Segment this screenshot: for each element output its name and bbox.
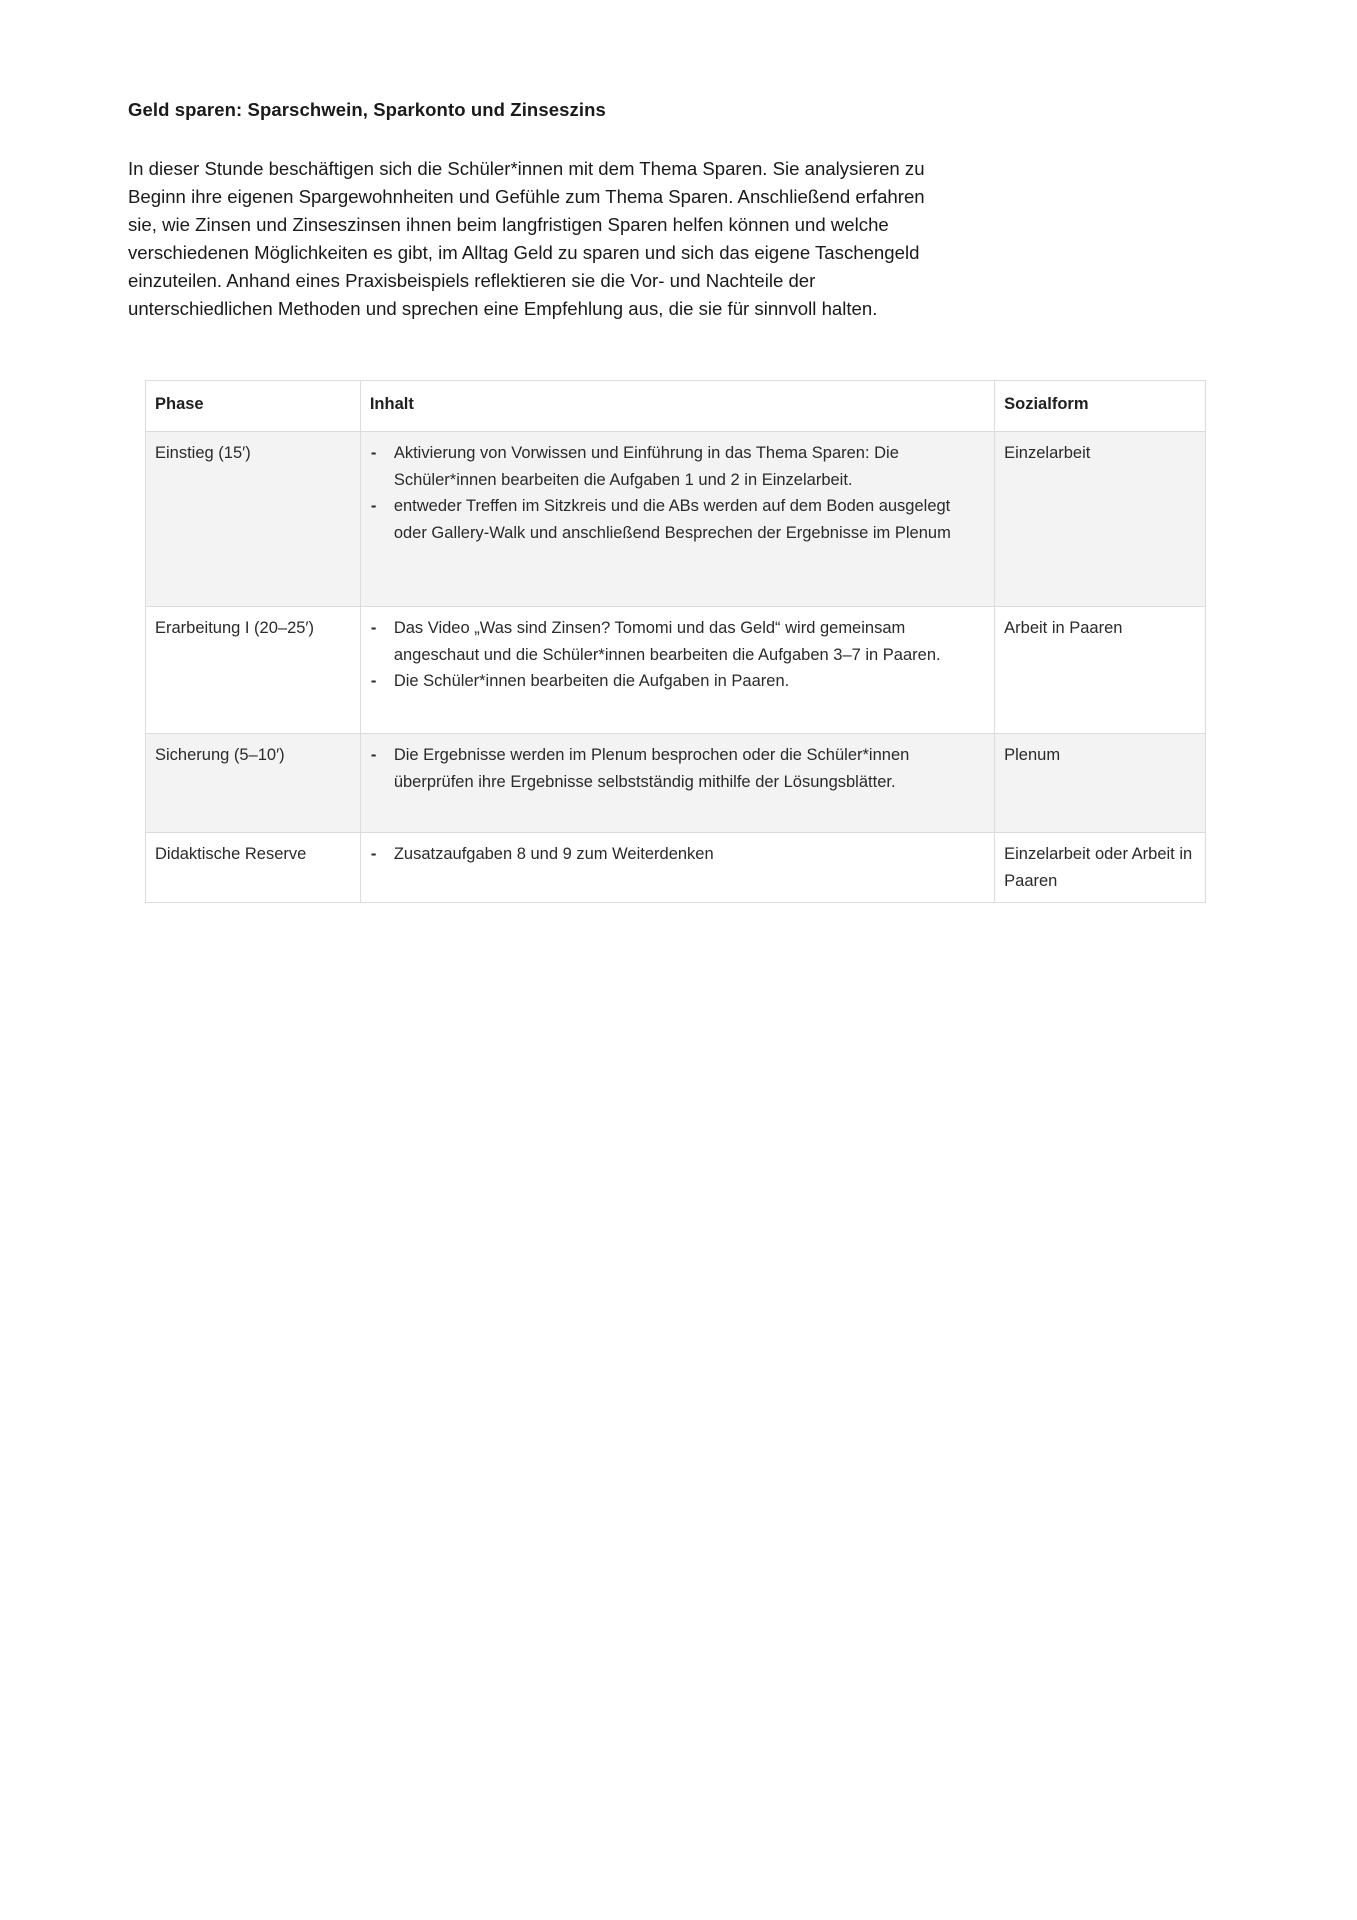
phase-cell: Didaktische Reserve — [146, 833, 361, 903]
lesson-plan-table — [145, 380, 1206, 903]
phase-cell: Einstieg (15′) — [146, 432, 361, 607]
content-list — [370, 841, 985, 868]
intro-line: einzuteilen. Anhand eines Praxisbeispiels reflektieren sie die Vor- und Nachteile der — [128, 270, 816, 291]
list-item-text: Aktivierung von Vorwissen und Einführung in das Thema Sparen: Die Schüler*innen bearbeiten die Aufgaben 1 und 2 in Einzelarbeit. — [393, 444, 899, 489]
list-item — [370, 668, 985, 695]
list-item — [370, 615, 985, 668]
list-item — [370, 440, 985, 493]
social-form-cell: Einzelarbeit — [995, 432, 1206, 607]
dash-bullet-icon: - — [370, 845, 377, 863]
phase-cell: Erarbeitung I (20–25′) — [146, 607, 361, 734]
dash-bullet-icon: - — [370, 444, 377, 462]
dash-bullet-icon: - — [370, 746, 377, 764]
list-item — [370, 742, 985, 795]
intro-line: sie, wie Zinsen und Zinseszinsen ihnen beim langfristigen Sparen helfen können und welche — [128, 214, 889, 235]
table-row — [146, 833, 1206, 903]
list-item — [370, 841, 985, 868]
table-header-row — [146, 381, 1206, 432]
intro-line: Beginn ihre eigenen Spargewohnheiten und Gefühle zum Thema Sparen. Anschließend erfahren — [128, 186, 925, 207]
header-social-form: Sozialform — [995, 381, 1206, 432]
intro-paragraph — [128, 155, 1238, 323]
intro-line: verschiedenen Möglichkeiten es gibt, im Alltag Geld zu sparen und sich das eigene Taschengeld — [128, 242, 920, 263]
content-list — [370, 440, 985, 546]
list-item — [370, 493, 985, 546]
list-item-text: Die Ergebnisse werden im Plenum besprochen oder die Schüler*innen überprüfen ihre Ergebnisse selbstständig mithilfe der Lösungsblätter. — [393, 746, 910, 791]
dash-bullet-icon: - — [370, 497, 377, 515]
intro-line: In dieser Stunde beschäftigen sich die Schüler*innen mit dem Thema Sparen. Sie analysieren zu — [128, 158, 925, 179]
content-cell — [360, 432, 994, 607]
list-item-text: entweder Treffen im Sitzkreis und die ABs werden auf dem Boden ausgelegt oder Gallery-Walk und anschließend Besprechen der Ergebnisse im Plenum — [393, 497, 951, 542]
dash-bullet-icon: - — [370, 672, 377, 690]
header-content: Inhalt — [360, 381, 994, 432]
table-row — [146, 734, 1206, 833]
document-title: Geld sparen: Sparschwein, Sparkonto und Zinseszins — [128, 99, 606, 120]
intro-line: unterschiedlichen Methoden und sprechen eine Empfehlung aus, die sie für sinnvoll halten. — [128, 298, 878, 319]
dash-bullet-icon: - — [370, 619, 377, 637]
social-form-cell: Arbeit in Paaren — [995, 607, 1206, 734]
content-list — [370, 742, 985, 795]
social-form-cell: Plenum — [995, 734, 1206, 833]
list-item-text: Die Schüler*innen bearbeiten die Aufgaben in Paaren. — [393, 672, 790, 690]
phase-cell: Sicherung (5–10′) — [146, 734, 361, 833]
table-row — [146, 432, 1206, 607]
table-row — [146, 607, 1206, 734]
list-item-text: Das Video „Was sind Zinsen? Tomomi und das Geld“ wird gemeinsam angeschaut und die Schüler*innen bearbeiten die Aufgaben 3–7 in Paaren. — [393, 619, 941, 664]
content-cell — [360, 607, 994, 734]
content-list — [370, 615, 985, 695]
social-form-cell: Einzelarbeit oder Arbeit in Paaren — [995, 833, 1206, 903]
list-item-text: Zusatzaufgaben 8 und 9 zum Weiterdenken — [393, 845, 714, 863]
header-phase: Phase — [146, 381, 361, 432]
content-cell — [360, 734, 994, 833]
content-cell — [360, 833, 994, 903]
